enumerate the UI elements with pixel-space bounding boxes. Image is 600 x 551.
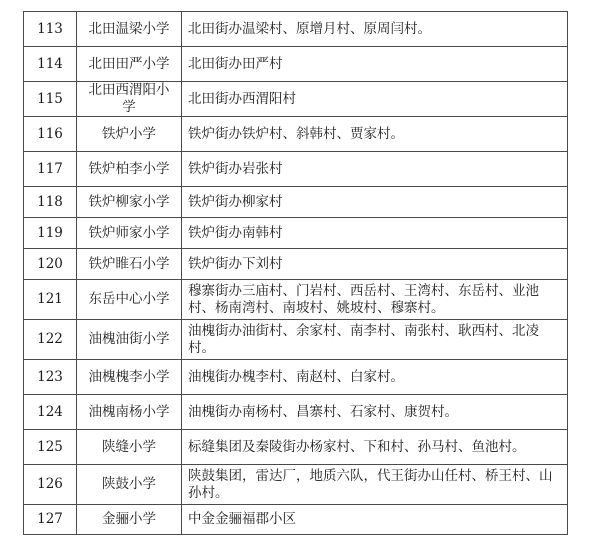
row-number: 121 [24, 280, 77, 320]
table-row [24, 249, 568, 280]
school-name: 北田西渭阳小学 [77, 82, 182, 117]
table-row [24, 505, 568, 535]
school-name: 油槐油街小学 [77, 320, 182, 360]
school-name: 金骊小学 [77, 505, 182, 535]
service-area: 标缝集团及秦陵街办杨家村、下和村、孙马村、鱼池村。 [182, 430, 568, 465]
service-area: 铁炉街办铁炉村、斜韩村、贾家村。 [182, 117, 568, 152]
table-row [24, 82, 568, 117]
service-area: 北田街办温梁村、原增月村、原周闫村。 [182, 12, 568, 47]
school-name: 油槐南杨小学 [77, 395, 182, 430]
row-number: 125 [24, 430, 77, 465]
table-row [24, 12, 568, 47]
school-name: 铁炉柏李小学 [77, 152, 182, 187]
row-number: 124 [24, 395, 77, 430]
table-row [24, 218, 568, 249]
school-name: 东岳中心小学 [77, 280, 182, 320]
table-row [24, 430, 568, 465]
table-row [24, 465, 568, 505]
service-area: 铁炉街办南韩村 [182, 218, 568, 249]
table-row [24, 395, 568, 430]
row-number: 123 [24, 360, 77, 395]
row-number: 114 [24, 47, 77, 82]
school-name: 铁炉柳家小学 [77, 187, 182, 218]
row-number: 127 [24, 505, 77, 535]
row-number: 122 [24, 320, 77, 360]
row-number: 120 [24, 249, 77, 280]
row-number: 115 [24, 82, 77, 117]
row-number: 126 [24, 465, 77, 505]
service-area: 油槐街办南杨村、昌寨村、石家村、康贺村。 [182, 395, 568, 430]
table-row [24, 152, 568, 187]
row-number: 113 [24, 12, 77, 47]
school-name: 铁炉睢石小学 [77, 249, 182, 280]
school-name: 北田温梁小学 [77, 12, 182, 47]
service-area: 铁炉街办下刘村 [182, 249, 568, 280]
service-area: 铁炉街办柳家村 [182, 187, 568, 218]
table-row [24, 360, 568, 395]
service-area: 铁炉街办岩张村 [182, 152, 568, 187]
service-area: 穆寨街办三庙村、门岩村、西岳村、王湾村、东岳村、业池村、杨南湾村、南坡村、姚坡村、穆寨村。 [182, 280, 568, 320]
row-number: 118 [24, 187, 77, 218]
table-row [24, 47, 568, 82]
school-zone-table [23, 11, 568, 535]
row-number: 117 [24, 152, 77, 187]
service-area: 北田街办田严村 [182, 47, 568, 82]
row-number: 116 [24, 117, 77, 152]
service-area: 油槐街办槐李村、南赵村、白家村。 [182, 360, 568, 395]
school-name: 陕缝小学 [77, 430, 182, 465]
table-row [24, 280, 568, 320]
school-name: 油槐槐李小学 [77, 360, 182, 395]
service-area: 中金金骊福郡小区 [182, 505, 568, 535]
school-name: 陕鼓小学 [77, 465, 182, 505]
school-name: 铁炉师家小学 [77, 218, 182, 249]
service-area: 北田街办西渭阳村 [182, 82, 568, 117]
service-area: 陕鼓集团，雷达厂，地质六队，代王街办山任村、桥王村、山孙村。 [182, 465, 568, 505]
table-row [24, 187, 568, 218]
service-area: 油槐街办油街村、余家村、南李村、南张村、耿西村、北凌村。 [182, 320, 568, 360]
school-name: 北田田严小学 [77, 47, 182, 82]
row-number: 119 [24, 218, 77, 249]
table-row [24, 320, 568, 360]
school-name: 铁炉小学 [77, 117, 182, 152]
table-row [24, 117, 568, 152]
